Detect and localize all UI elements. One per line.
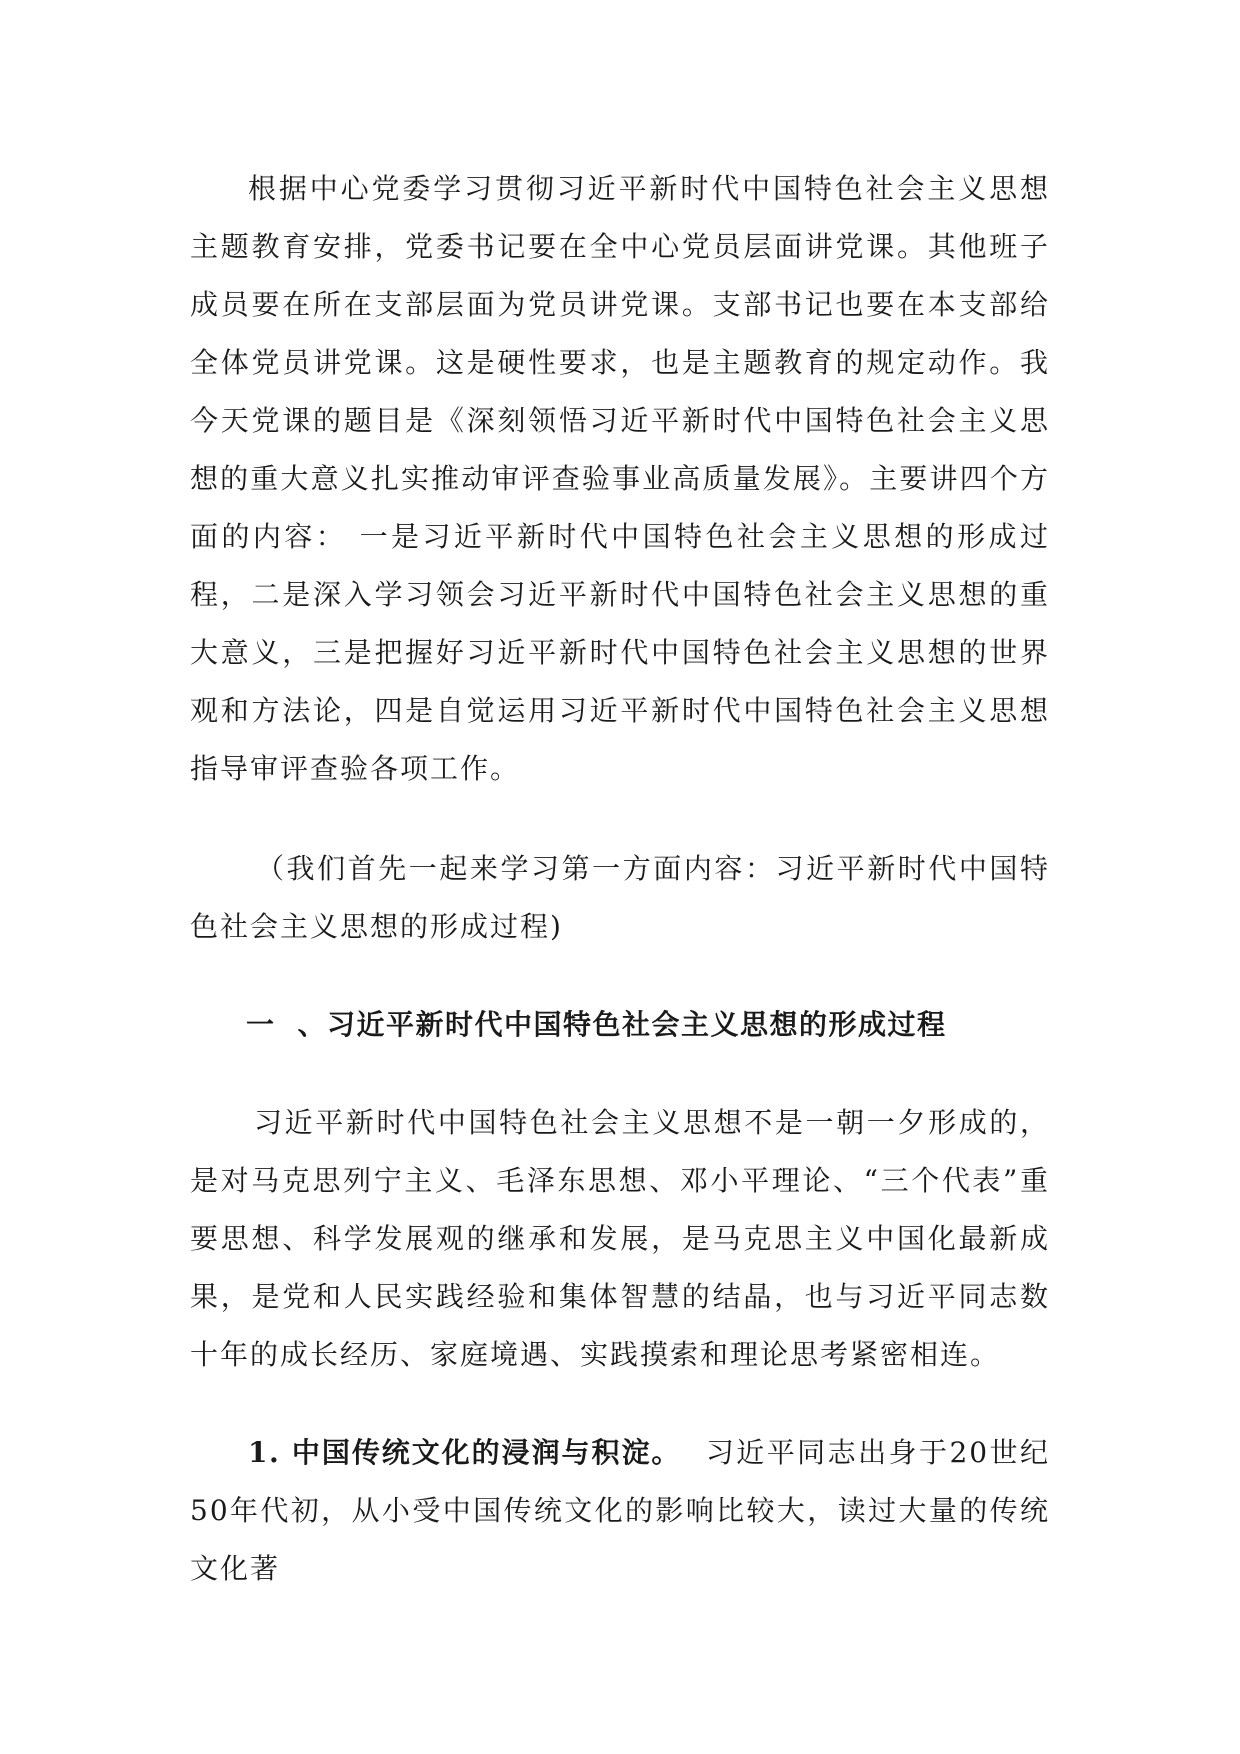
document-body	[190, 160, 1050, 1598]
section-title-text: 、习近平新时代中国特色社会主义思想的形成过程	[297, 1008, 947, 1041]
section-number: 一	[246, 1008, 276, 1041]
intro-paragraph: 根据中心党委学习贯彻习近平新时代中国特色社会主义思想主题教育安排，党委书记要在全中心党员层面讲党课。其他班子成员要在所在支部层面为党员讲党课。支部书记也要在本支部给全体党员讲党课。这是硬性要求，也是主题教育的规定动作。我今天党课的题目是《深刻领悟习近平新时代中国特色社会主义思想的重大意义扎实推动审评查验事业高质量发展》。主要讲四个方面的内容： 一是习近平新时代中国特色社会主义思想的形成过程，二是深入学习领会习近平新时代中国特色社会主义思想的重大意义，三是把握好习近平新时代中国特色社会主义思想的世界观和方法论，四是自觉运用习近平新时代中国特色社会主义思想指导审评查验各项工作。	[190, 172, 1050, 785]
note-paragraph: （我们首先一起来学习第一方面内容：习近平新时代中国特色社会主义思想的形成过程)	[190, 852, 1050, 943]
section-body-paragraph: 习近平新时代中国特色社会主义思想不是一朝一夕形成的，是对马克思列宁主义、毛泽东思想、邓小平理论、“三个代表”重要思想、科学发展观的继承和发展，是马克思主义中国化最新成果，是党和人民实践经验和集体智慧的结晶，也与习近平同志数十年的成长经历、家庭境遇、实践摸索和理论思考紧密相连。	[190, 1106, 1050, 1371]
subsection-body: 习近平同志出身于20世纪50年代初，从小受中国传统文化的影响比较大，读过大量的传统文化著	[190, 1436, 1050, 1585]
subsection-paragraph	[190, 1424, 1050, 1598]
section-heading	[190, 996, 1050, 1054]
subsection-heading: 1. 中国传统文化的浸润与积淀。	[248, 1436, 682, 1469]
